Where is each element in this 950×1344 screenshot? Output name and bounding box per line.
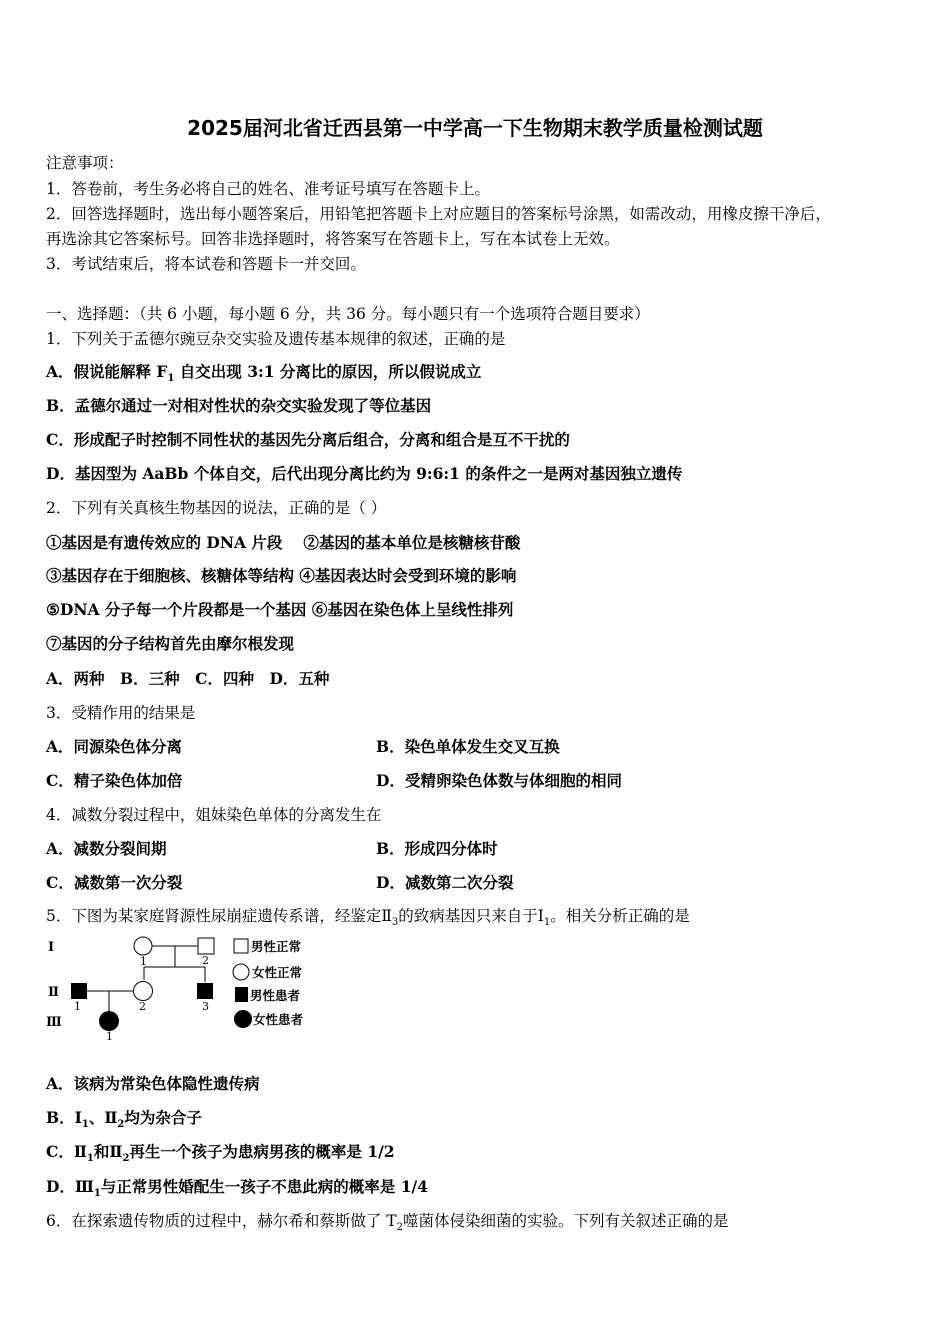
q5-option-c: C．$Ⅱ_1$和$Ⅱ_2$再生一个孩子为患病男孩的概率是 1/2 (46, 1142, 395, 1165)
individual-number: 2 (139, 1000, 146, 1013)
legend-label: 男性患者 (250, 988, 301, 1003)
q3-option-d: D．受精卵染色体数与体细胞的相同 (376, 771, 622, 790)
q2-statement: ⑦基因的分子结构首先由摩尔根发现 (46, 634, 295, 653)
q1-option-c: C．形成配子时控制不同性状的基因先分离后组合，分离和组合是互不干扰的 (46, 430, 570, 449)
q2-statement: ①基因是有遗传效应的 DNA 片段 ②基因的基本单位是核糖核苷酸 (46, 533, 521, 552)
q2-options: A．两种 B．三种 C．四种 D．五种 (46, 669, 330, 688)
q3-stem: 3．受精作用的结果是 (46, 704, 196, 722)
pedigree-chart (40, 930, 330, 1050)
q1-stem: 1．下列关于孟德尔豌豆杂交实验及遗传基本规律的叙述，正确的是 (46, 330, 506, 348)
q4-option-a: A．减数分裂间期 (46, 839, 167, 858)
individual-number: 2 (202, 954, 209, 967)
q5-option-d: D．$Ⅲ_1$与正常男性婚配生一孩子不患此病的概率是 1/4 (46, 1177, 428, 1200)
note-item: 3．考试结束后，将本试卷和答题卡一并交回。 (46, 255, 366, 273)
page-title: 2025届河北省迁西县第一中学高一下生物期末教学质量检测试题 (187, 116, 763, 140)
q5-option-a: A．该病为常染色体隐性遗传病 (46, 1074, 260, 1093)
q3-option-b: B．染色单体发生交叉互换 (376, 737, 560, 756)
q2-statement: ⑤DNA 分子每一个片段都是一个基因 ⑥基因在染色体上呈线性排列 (46, 600, 514, 619)
q3-option-c: C．精子染色体加倍 (46, 771, 183, 790)
q4-stem: 4．减数分裂过程中，姐妹染色单体的分离发生在 (46, 806, 382, 824)
legend-label: 女性患者 (253, 1012, 304, 1027)
q1-option-b: B．孟德尔通过一对相对性状的杂交实验发现了等位基因 (46, 396, 432, 415)
pedigree-male-affected (71, 983, 87, 999)
notes-heading: 注意事项： (46, 154, 124, 172)
pedigree-female-normal (134, 937, 152, 955)
q5-option-b: B．$Ⅰ_1$、$Ⅱ_2$均为杂合子 (46, 1108, 202, 1131)
generation-label: Ⅱ (48, 985, 59, 1000)
generation-label: Ⅲ (46, 1015, 62, 1030)
individual-number: 1 (74, 1000, 81, 1013)
pedigree-male-normal (198, 938, 214, 954)
note-item: 再选涂其它答案标号。回答非选择题时，将答案写在答题卡上，写在本试卷上无效。 (46, 230, 620, 248)
legend-label: 男性正常 (251, 939, 302, 954)
q4-option-b: B．形成四分体时 (376, 839, 498, 858)
q4-option-c: C．减数第一次分裂 (46, 873, 183, 892)
note-item: 1．答卷前，考生务必将自己的姓名、准考证号填写在答题卡上。 (46, 180, 490, 198)
pedigree-female-normal (134, 982, 153, 1001)
generation-label: Ⅰ (48, 940, 55, 955)
individual-number: 3 (202, 1000, 209, 1013)
individual-number: 1 (106, 1030, 113, 1043)
individual-number: 1 (140, 955, 147, 968)
legend-label: 女性正常 (252, 965, 303, 980)
q1-option-a: A．假说能解释 $F_1$ 自交出现 3:1 分离比的原因，所以假说成立 (46, 362, 482, 385)
section-heading: 一、选择题：（共 6 小题，每小题 6 分，共 36 分。每小题只有一个选项符合题目要求） (46, 305, 650, 323)
q2-stem: 2．下列有关真核生物基因的说法，正确的是（ ） (46, 499, 387, 517)
q5-stem: 5．下图为某家庭肾源性尿崩症遗传系谱，经鉴定$Ⅱ_3$的致病基因只来自于$Ⅰ_1$。相关分析正确的是 (46, 907, 690, 929)
q1-option-d: D．基因型为 AaBb 个体自交，后代出现分离比约为 9:6:1 的条件之一是两对基因独立遗传 (46, 464, 683, 483)
pedigree-female-affected (99, 1011, 119, 1031)
q2-statement: ③基因存在于细胞核、核糖体等结构 ④基因表达时会受到环境的影响 (46, 566, 517, 585)
q3-option-a: A．同源染色体分离 (46, 737, 183, 756)
note-item: 2．回答选择题时，选出每小题答案后，用铅笔把答题卡上对应题目的答案标号涂黑，如需改动，用橡皮擦干净后， (46, 205, 831, 223)
q4-option-d: D．减数第二次分裂 (376, 873, 514, 892)
pedigree-male-affected (197, 983, 213, 999)
q6-stem: 6．在探索遗传物质的过程中，赫尔希和蔡斯做了 $T_2$噬菌体侵染细菌的实验。下列有关叙述正确的是 (46, 1212, 729, 1234)
